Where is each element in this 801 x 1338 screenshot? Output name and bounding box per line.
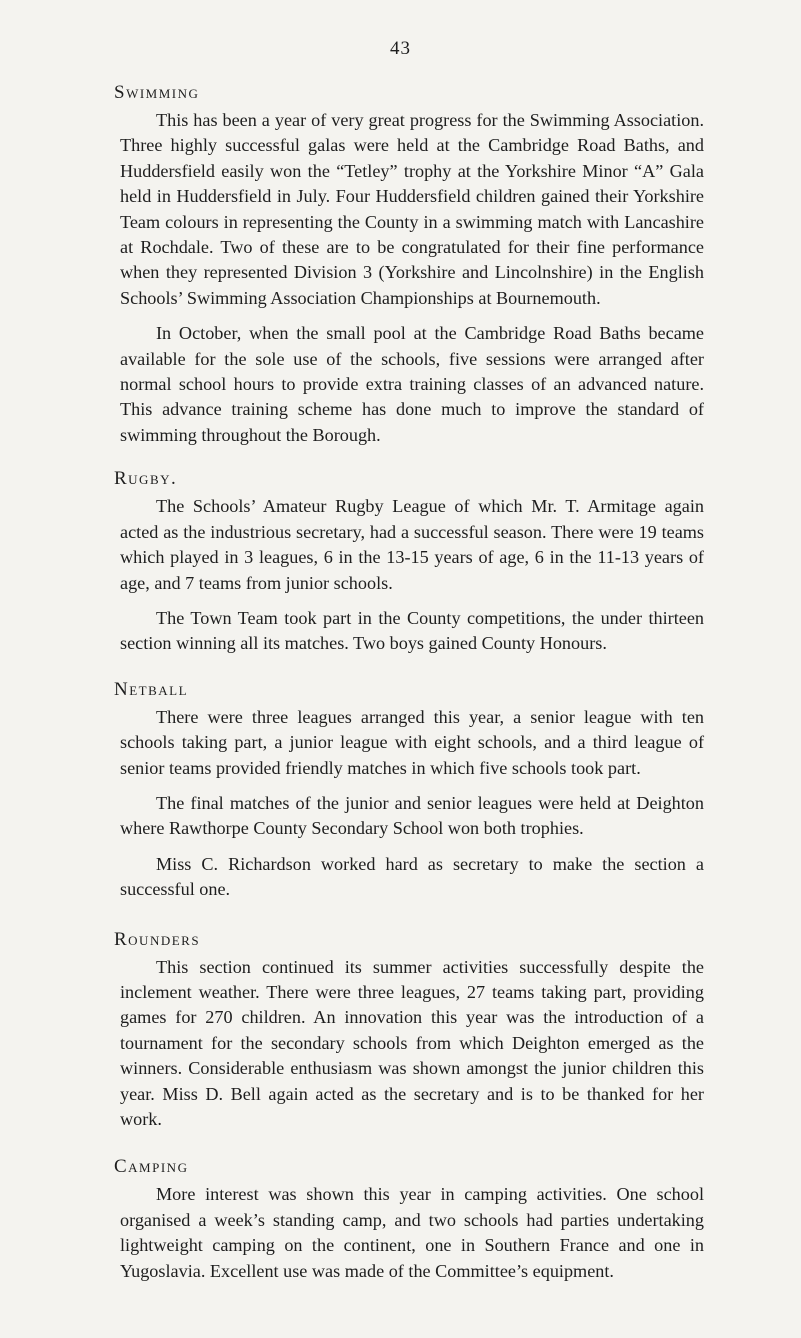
section-rounders bbox=[114, 927, 704, 1133]
section-swimming bbox=[114, 80, 704, 448]
section-heading-netball: Netball bbox=[114, 678, 189, 700]
section-heading-camping: Camping bbox=[114, 1156, 189, 1178]
paragraph: The final matches of the junior and senior leagues were held at Deighton where Rawthorpe County Secondary School won both trophies. bbox=[120, 792, 704, 839]
page-body bbox=[114, 80, 704, 1294]
paragraph: The Town Team took part in the County competitions, the under thirteen section winning all its matches. Two boys gained County Honours. bbox=[120, 607, 704, 654]
paragraph: Miss C. Richardson worked hard as secretary to make the section a successful one. bbox=[120, 853, 704, 900]
paragraph: This section continued its summer activities successfully despite the inclement weather. There were three leagues, 27 teams taking part, providing games for 270 children. An innovation this year was the introduction of a tournament for the secondary schools from which Deighton emerged as the winners. Considerable enthusiasm was shown amongst the junior children this year. Miss D. Bell again acted as the secretary and is to be thanked for her work. bbox=[120, 956, 704, 1129]
section-heading-rugby: Rugby. bbox=[114, 468, 178, 490]
paragraph: The Schools’ Amateur Rugby League of which Mr. T. Armitage again acted as the industrious secretary, had a successful season. There were 19 teams which played in 3 leagues, 6 in the 13-15 years of age, 6 in the 11-13 years of age, and 7 teams from junior schools. bbox=[120, 496, 704, 593]
section-camping bbox=[114, 1154, 704, 1284]
paragraph: In October, when the small pool at the Cambridge Road Baths became available for the sole use of the schools, five sessions were arranged after normal school hours to provide extra training classes of an advanced nature. This advance training scheme has done much to improve the standard of swimming throughout the Borough. bbox=[120, 323, 704, 445]
section-rugby bbox=[114, 466, 704, 656]
paragraph: More interest was shown this year in camping activities. One school organised a week’s standing camp, and two schools had parties undertaking lightweight camping on the continent, one in Southern France and one in Yugoslavia. Excellent use was made of the Committee’s equipment. bbox=[120, 1184, 704, 1281]
section-heading-swimming: Swimming bbox=[114, 82, 200, 103]
paragraph: There were three leagues arranged this year, a senior league with ten schools taking part, a junior league with eight schools, and a third league of senior teams provided friendly matches in which five schools took part. bbox=[120, 706, 704, 778]
paragraph: This has been a year of very great progress for the Swimming Association. Three highly successful galas were held at the Cambridge Road Baths, and Huddersfield easily won the “Tetley” trophy at the Yorkshire Minor “A” Gala held in Huddersfield in July. Four Huddersfield children gained their Yorkshire Team colours in representing the County in a swimming match with Lancashire at Rochdale. Two of these are to be congratulated for their fine performance when they represented Division 3 (Yorkshire and Lincolnshire) in the English Schools’ Swimming Association Championships at Bournemouth. bbox=[120, 110, 704, 308]
section-netball bbox=[114, 677, 704, 903]
section-heading-rounders: Rounders bbox=[114, 928, 201, 950]
page-number: 43 bbox=[390, 38, 411, 59]
